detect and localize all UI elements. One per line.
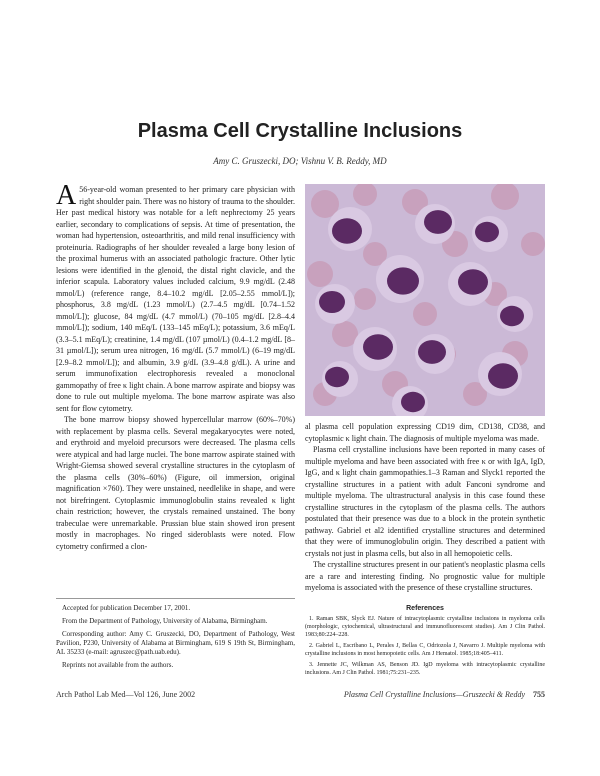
body-paragraph-4: Plasma cell crystalline inclusions have been reported in many cases of multiple myeloma and have been associated with free κ or with IgA, IgD, IgG, and κ light chain gammopathies.1–3 Raman and Slyck1 reported the crystalline structures in a patient with adult Fanconi syndrome and multiple myeloma. The ultrastructural analysis in this case found these crystalline structures in the cytoplasm of the plasma cells. The authors postulated that their presence was due to a block in the protein synthetic pathway. Gabriel et al2 identified crystalline structures and determined that they were of immunoglobulin origin. They described a patient with crystals not just in plasma cells, but also in all hemopoietic cells. <box>305 445 545 558</box>
reference-item: 3. Jennette JC, Wilkman AS, Benson JD. IgD myeloma with intracytoplasmic crystalline inclusions. Am J Clin Pathol. 1981;75:231–235. <box>305 662 545 676</box>
article-notes <box>56 604 295 674</box>
note-affiliation: From the Department of Pathology, University of Alabama, Birmingham. <box>62 617 268 625</box>
body-paragraph-1-text: 56-year-old woman presented to her primary care physician with right shoulder pain. There was no history of trauma to the shoulder. Her past medical history was notable for a left nephrectomy 25 years earlier, secondary to complications of sepsis. At time of presentation, the woman had hypertension, osteoarthritis, and mild renal insufficiency with proteinuria. Radiographs of her shoulder revealed a large bony lesion of the proximal humerus with an associated pathologic fracture. Other lytic lesions were identified in the glenoid, the distal right clavicle, and the inferior scapula. Laboratory values included calcium, 9.9 mg/dL (2.48 mmol/L) (reference range, 8.4–10.2 mg/dL [2.05–2.55 mmol/L]); phosphorus, 3.8 mg/dL (1.23 mmol/L) (2.7–4.5 mg/dL [0.74–1.52 mmol/L]); glucose, 84 mg/dL (4.7 mmol/L) (70–105 mg/dL [2.8–4.4 mmol/L]); sodium, 140 mEq/L (133–145 mEq/L); potassium, 3.6 mEq/L (3.3–5.1 mEq/L); creatinine, 1.4 mg/dL (107 µmol/L) (0.4–1.2 mg/dL [8–31 µmol/L]); serum urea nitrogen, 16 mg/dL (5.7 mmol/L) (6–19 mg/dL [2.9–8.2 mmol/L]); and albumin, 3.9 g/dL (3.9–4.8 g/dL). A urine and serum immunofixation electrophoresis revealed a monoclonal gammopathy of free κ light chain. A bone marrow aspirate and biopsy was done to rule out multiple myeloma. The bone marrow aspirate was also sent for flow cytometry. <box>56 185 295 413</box>
reference-item: 1. Raman SBK, Slyck EJ. Nature of intracytoplasmic crystalline inclusions in myeloma cells (morphologic, cytochemical, ultrastructural and immunofluorescent studies). Am J Clin Pathol. 1983;80:224–228. <box>305 616 545 638</box>
cell-nucleus <box>319 291 345 313</box>
author-line: Amy C. Gruszecki, DO; Vishnu V. B. Reddy, MD <box>213 156 387 166</box>
micrograph-image <box>305 184 545 416</box>
footnote-rule <box>56 598 295 599</box>
note-accepted: Accepted for publication December 17, 2001. <box>62 604 191 612</box>
drop-cap: A <box>56 180 77 211</box>
body-paragraph-3: al plasma cell population expressing CD19 dim, CD138, CD38, and cytoplasmic κ light chain. The diagnosis of multiple myeloma was made. <box>305 422 545 443</box>
body-paragraph-5: The crystalline structures present in our patient's neoplastic plasma cells are a rare and interesting finding. No prognostic value for multiple myeloma is associated with the presence of these crystalline structures. <box>305 560 545 592</box>
red-blood-cell <box>354 288 376 310</box>
red-blood-cell <box>413 302 437 326</box>
cell-nucleus <box>488 363 518 389</box>
micrograph-figure <box>305 184 545 416</box>
cell-nucleus <box>363 334 393 360</box>
page-number: 755 <box>533 690 545 699</box>
cell-nucleus <box>401 392 425 412</box>
article-title: Plasma Cell Crystalline Inclusions <box>137 120 463 142</box>
body-right-column <box>305 421 545 594</box>
cell-nucleus <box>500 306 524 326</box>
body-paragraph-1 <box>56 180 295 414</box>
cell-nucleus <box>387 267 419 294</box>
cell-nucleus <box>418 340 446 364</box>
references-list <box>305 615 545 680</box>
cell-nucleus <box>475 222 499 242</box>
note-reprints: Reprints not available from the authors. <box>62 661 174 669</box>
cell-nucleus <box>332 218 362 244</box>
reference-item: 2. Gabriel L, Escribano L, Perales J, Bellas C, Odriozola J, Navarro J. Multiple myeloma with crystalline inclusions in most hemopoietic cells. Am J Hematol. 1985;18:405–411. <box>305 643 545 657</box>
body-left-column <box>56 180 295 552</box>
cell-nucleus <box>424 210 452 234</box>
journal-citation: Arch Pathol Lab Med—Vol 126, June 2002 <box>56 690 196 699</box>
body-paragraph-2: The bone marrow biopsy showed hypercellular marrow (60%–70%) with replacement by plasma cells. Several megakaryocytes were noted, and erythroid and myeloid precursors were decreased. The plasma cells were atypical and had large nuclei. The bone marrow aspirate stained with Wright-Giemsa showed several crystalline structures in the cytoplasm of the plasma cells (30%–60%) (Figure, oil immersion, original magnification ×760). They were unstained, needlelike in shape, and were not birefringent. Cytoplasmic immunoglobulin stains revealed κ light chain restriction; however, the crystals remained unstained. The bony trabeculae were unremarkable. Prussian blue stain showed iron present mostly in macrophages. No ringed sideroblasts were noted. Flow cytometry confirmed a clon- <box>56 415 295 551</box>
running-footer <box>344 690 545 699</box>
note-corresponding: Corresponding author: Amy C. Gruszecki, DO, Department of Pathology, West Pavilion, P230, University of Alabama at Birmingham, 619 S 19th St, Birmingham, AL 35233 (e-mail: agruszec@path.uab.edu). <box>56 630 295 656</box>
references-heading: References <box>406 605 444 612</box>
red-blood-cell <box>307 261 333 287</box>
cell-nucleus <box>458 269 488 295</box>
running-title: Plasma Cell Crystalline Inclusions—Gruszecki & Reddy <box>343 690 525 699</box>
red-blood-cell <box>521 232 545 256</box>
cell-nucleus <box>325 367 349 387</box>
